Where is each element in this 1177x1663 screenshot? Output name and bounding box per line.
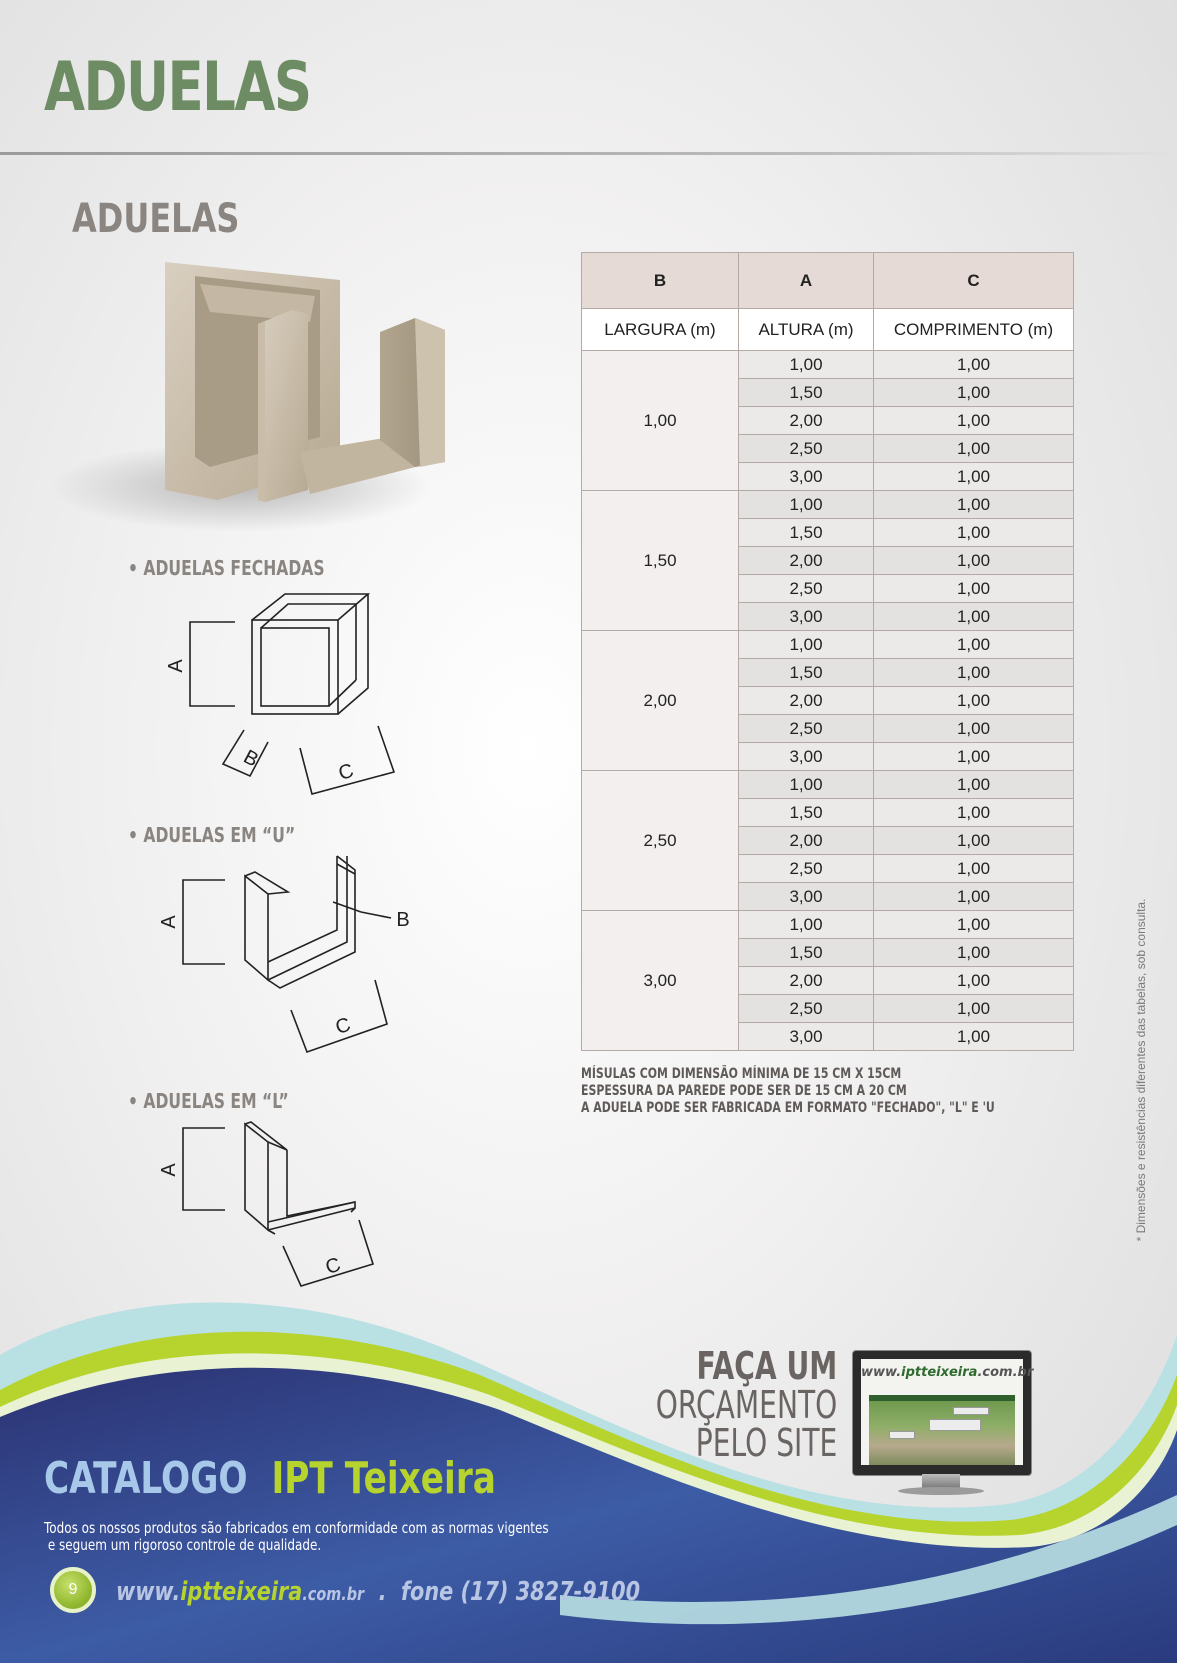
cell-altura: 2,50 [739,575,874,603]
phone-number: fone (17) 3827-9100 [401,1577,641,1607]
cell-comprimento: 1,00 [874,771,1074,799]
dimension-label-a: A [158,915,180,929]
cell-comprimento: 1,00 [874,995,1074,1023]
catalog-brand: CATALOGO IPT Teixeira [44,1453,496,1504]
cell-comprimento: 1,00 [874,827,1074,855]
monitor-url: www.iptteixeira.com.br [861,1365,1034,1380]
col-header-b: B [582,253,739,309]
cell-comprimento: 1,00 [874,631,1074,659]
cell-altura: 2,00 [739,547,874,575]
side-disclaimer: * Dimensões e resistências diferentes das tabelas, sob consulta. [1134,898,1148,1242]
unit-comprimento: COMPRIMENTO (m) [874,309,1074,351]
bullet-aduelas-em-l: • ADUELAS EM “L” [128,1089,289,1113]
table-row [582,491,1074,519]
cell-altura: 1,00 [739,911,874,939]
cell-largura: 2,50 [582,771,739,911]
cell-comprimento: 1,00 [874,967,1074,995]
cell-altura: 3,00 [739,1023,874,1051]
cta-line-3: PELO SITE [695,1421,837,1465]
cell-altura: 2,00 [739,687,874,715]
table-row [582,911,1074,939]
dimension-label-c: C [332,1013,354,1039]
cell-altura: 3,00 [739,883,874,911]
cell-altura: 1,50 [739,379,874,407]
table-row [582,631,1074,659]
cell-altura: 3,00 [739,603,874,631]
note-line: ESPESSURA DA PAREDE PODE SER DE 15 CM A 20 CM [581,1083,907,1099]
dimension-label-b: B [239,745,262,772]
dimension-label-c: C [335,759,357,785]
section-title: ADUELAS [72,196,240,242]
contact-line: www.iptteixeira.com.br . fone (17) 3827-9100 [116,1577,641,1607]
cell-comprimento: 1,00 [874,463,1074,491]
cell-altura: 3,00 [739,463,874,491]
dimension-label-a: A [158,1163,180,1177]
cell-altura: 1,50 [739,799,874,827]
dimension-label-b: B [396,909,410,931]
cell-largura: 2,00 [582,631,739,771]
dimension-label-c: C [322,1253,344,1279]
website-link[interactable]: www.iptteixeira.com.br [116,1577,365,1607]
cell-comprimento: 1,00 [874,407,1074,435]
cell-comprimento: 1,00 [874,659,1074,687]
cta-line-1: FAÇA UM [696,1344,837,1388]
quote-call-to-action [655,1344,837,1465]
unit-largura: LARGURA (m) [582,309,739,351]
cell-comprimento: 1,00 [874,855,1074,883]
col-header-a: A [739,253,874,309]
cell-comprimento: 1,00 [874,435,1074,463]
cell-altura: 2,50 [739,435,874,463]
cell-largura: 3,00 [582,911,739,1051]
cell-altura: 2,50 [739,855,874,883]
cell-largura: 1,00 [582,351,739,491]
cell-largura: 1,50 [582,491,739,631]
cell-altura: 2,00 [739,967,874,995]
table-row [582,351,1074,379]
diagram-aduela-u [155,852,425,1058]
cell-comprimento: 1,00 [874,519,1074,547]
cell-comprimento: 1,00 [874,351,1074,379]
cell-comprimento: 1,00 [874,575,1074,603]
cell-comprimento: 1,00 [874,911,1074,939]
cell-altura: 1,50 [739,659,874,687]
product-photo [60,262,460,524]
cell-altura: 1,00 [739,631,874,659]
note-line: A ADUELA PODE SER FABRICADA EM FORMATO "FECHADO", "L" E 'U [581,1100,995,1116]
cell-comprimento: 1,00 [874,939,1074,967]
cell-comprimento: 1,00 [874,603,1074,631]
cell-altura: 2,50 [739,715,874,743]
technical-notes [581,1066,995,1117]
website-monitor-image[interactable] [852,1350,1034,1500]
table-row [582,771,1074,799]
unit-altura: ALTURA (m) [739,309,874,351]
col-header-c: C [874,253,1074,309]
quality-tagline: Todos os nossos produtos são fabricados em conformidade com as normas vigentes e seguem um rigoroso controle de qualidade. [44,1519,549,1554]
dimension-label-a: A [165,659,187,673]
cell-altura: 2,50 [739,995,874,1023]
cell-comprimento: 1,00 [874,491,1074,519]
cell-altura: 3,00 [739,743,874,771]
page-title: ADUELAS [44,48,311,127]
cell-comprimento: 1,00 [874,379,1074,407]
cell-altura: 1,00 [739,771,874,799]
cell-comprimento: 1,00 [874,883,1074,911]
cell-altura: 2,00 [739,827,874,855]
diagram-aduela-l [155,1118,385,1290]
cell-comprimento: 1,00 [874,687,1074,715]
cell-comprimento: 1,00 [874,547,1074,575]
cta-line-2: ORÇAMENTO [655,1383,837,1427]
aduelas-spec-table [581,252,1074,1051]
table-body [582,351,1074,1051]
cell-comprimento: 1,00 [874,799,1074,827]
cell-altura: 1,50 [739,939,874,967]
bullet-aduelas-em-u: • ADUELAS EM “U” [128,823,296,847]
cell-comprimento: 1,00 [874,743,1074,771]
title-divider [0,152,1177,155]
cell-comprimento: 1,00 [874,1023,1074,1051]
bullet-aduelas-fechadas: • ADUELAS FECHADAS [128,556,325,580]
cell-altura: 1,00 [739,351,874,379]
diagram-aduela-fechada [160,588,400,800]
cell-altura: 1,00 [739,491,874,519]
page-number: 9 [50,1567,96,1613]
website-screenshot [869,1395,1015,1465]
cell-altura: 2,00 [739,407,874,435]
cell-comprimento: 1,00 [874,715,1074,743]
note-line: MÍSULAS COM DIMENSÃO MÍNIMA DE 15 CM X 15CM [581,1066,902,1082]
cell-altura: 1,50 [739,519,874,547]
